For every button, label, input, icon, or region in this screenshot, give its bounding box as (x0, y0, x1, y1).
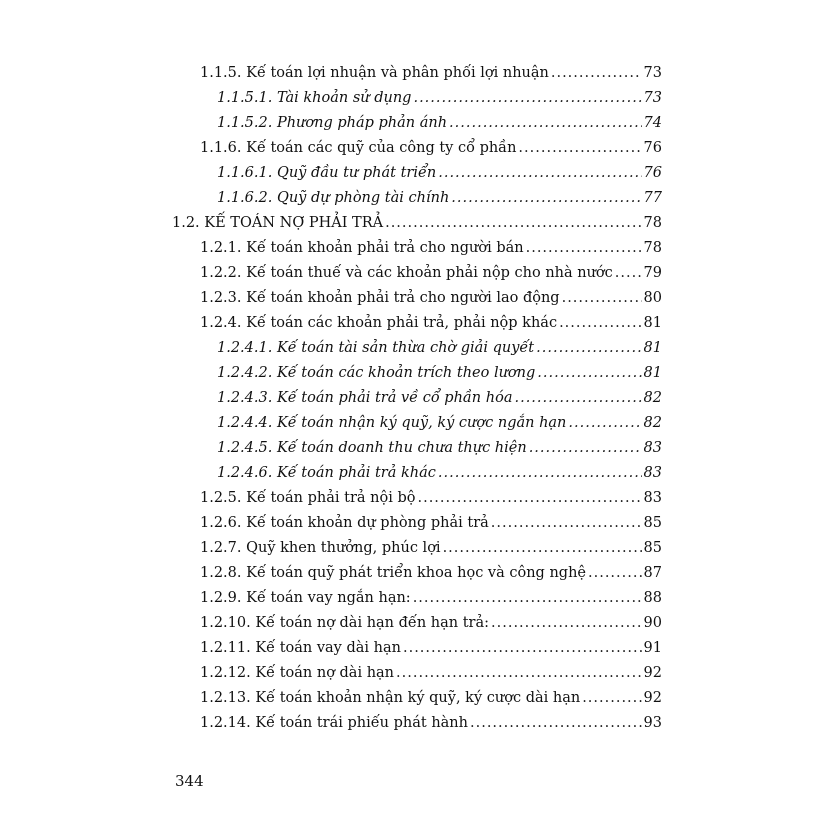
toc-entry (217, 185, 662, 207)
dot-leader (451, 189, 641, 207)
dot-leader (385, 214, 641, 232)
dot-leader (417, 489, 641, 507)
toc-entry-page: 77 (643, 190, 662, 206)
toc-entry (200, 135, 662, 157)
toc-entry-label: 1.2.4.2. Kế toán các khoản trích theo lương (217, 365, 536, 381)
toc-entry (217, 85, 662, 107)
dot-leader (470, 714, 642, 732)
dot-leader (438, 464, 642, 482)
toc-entry (172, 210, 662, 232)
toc-entry-page: 80 (643, 290, 662, 306)
toc-entry-label: 1.1.5.2. Phương pháp phản ánh (217, 115, 448, 131)
toc-entry-page: 79 (643, 265, 662, 281)
toc-entry-label: 1.2.2. Kế toán thuế và các khoản phải nộp cho nhà nước (200, 265, 613, 281)
toc-entry-page: 90 (643, 615, 662, 631)
dot-leader (562, 289, 642, 307)
toc-entry-page: 87 (643, 565, 662, 581)
dot-leader (551, 64, 642, 82)
toc-entry (200, 310, 662, 332)
toc-entry-page: 81 (643, 315, 662, 331)
toc-entry-page: 76 (643, 165, 662, 181)
toc-entry (200, 510, 662, 532)
dot-leader (536, 339, 641, 357)
toc-entry-page: 83 (643, 490, 662, 506)
toc-entry-page: 82 (643, 415, 662, 431)
toc-entry-page: 73 (643, 65, 662, 81)
toc-entry-label: 1.2.10. Kế toán nợ dài hạn đến hạn trả: (200, 615, 490, 631)
dot-leader (413, 89, 641, 107)
toc-entry-page: 85 (643, 515, 662, 531)
toc-entry (200, 235, 662, 257)
toc-entry-label: 1.2.4.1. Kế toán tài sản thừa chờ giải quyết (217, 340, 535, 356)
dot-leader (443, 539, 642, 557)
toc-entry-label: 1.2.4.6. Kế toán phải trả khác (217, 465, 436, 481)
dot-leader (529, 439, 642, 457)
toc-entry (200, 685, 662, 707)
toc-entry (217, 410, 662, 432)
toc-entry-page: 83 (643, 440, 662, 456)
toc-entry (200, 535, 662, 557)
dot-leader (518, 139, 641, 157)
toc-entry (200, 585, 662, 607)
toc-entry (217, 110, 662, 132)
dot-leader (537, 364, 641, 382)
toc-entry (200, 560, 662, 582)
toc-entry-label: 1.2.11. Kế toán vay dài hạn (200, 640, 401, 656)
toc-entry-page: 92 (643, 665, 662, 681)
toc-entry-label: 1.2.8. Kế toán quỹ phát triển khoa học và công nghệ (200, 565, 586, 581)
toc-entry-page: 85 (643, 540, 662, 556)
toc-entry-page: 76 (643, 140, 662, 156)
toc-entry-page: 78 (643, 215, 662, 231)
dot-leader (568, 414, 641, 432)
toc-entry-label: 1.2.12. Kế toán nợ dài hạn (200, 665, 395, 681)
toc-entry (217, 460, 662, 482)
toc-entry (217, 435, 662, 457)
toc-entry (200, 485, 662, 507)
dot-leader (491, 614, 642, 632)
toc-entry-label: 1.1.5.1. Tài khoản sử dụng (217, 90, 412, 106)
toc-entry-label: 1.2.14. Kế toán trái phiếu phát hành (200, 715, 468, 731)
toc-entry-page: 88 (643, 590, 662, 606)
toc-entry-page: 78 (643, 240, 662, 256)
toc-entry (200, 60, 662, 82)
dot-leader (449, 114, 642, 132)
toc-entry-label: 1.2.4. Kế toán các khoản phải trả, phải nộp khác (200, 315, 558, 331)
toc-entry-label: 1.2.4.4. Kế toán nhận ký quỹ, ký cược ngắn hạn (217, 415, 567, 431)
dot-leader (526, 239, 642, 257)
toc-entry-label: 1.2.1. Kế toán khoản phải trả cho người bán (200, 240, 524, 256)
dot-leader (413, 589, 642, 607)
dot-leader (588, 564, 642, 582)
dot-leader (403, 639, 642, 657)
toc-entry-label: 1.2.6. Kế toán khoản dự phòng phải trả (200, 515, 489, 531)
toc-entry-label: 1.1.6.1. Quỹ đầu tư phát triển (217, 165, 437, 181)
toc-entry-label: 1.2.4.3. Kế toán phải trả về cổ phần hóa (217, 390, 513, 406)
toc-entry (200, 260, 662, 282)
dot-leader (514, 389, 641, 407)
toc-entry (200, 285, 662, 307)
toc-entry-page: 82 (643, 390, 662, 406)
toc-entry-label: 1.1.6. Kế toán các quỹ của công ty cổ phần (200, 140, 517, 156)
toc-entry-page: 92 (643, 690, 662, 706)
toc-entry-page: 81 (643, 340, 662, 356)
toc-entry (200, 610, 662, 632)
toc-entry-label: 1.2. KẾ TOÁN NỢ PHẢI TRẢ (172, 215, 384, 231)
toc-entry-label: 1.2.4.5. Kế toán doanh thu chưa thực hiện (217, 440, 527, 456)
toc-entry-label: 1.2.13. Kế toán khoản nhận ký quỹ, ký cược dài hạn (200, 690, 581, 706)
toc-entry (217, 385, 662, 407)
dot-leader (491, 514, 642, 532)
toc-entry-page: 81 (643, 365, 662, 381)
toc-entry-page: 74 (643, 115, 662, 131)
toc-entry-label: 1.2.3. Kế toán khoản phải trả cho người lao động (200, 290, 560, 306)
page-number: 344 (175, 772, 204, 790)
toc-entry-page: 91 (643, 640, 662, 656)
toc-entry-label: 1.2.5. Kế toán phải trả nội bộ (200, 490, 416, 506)
dot-leader (396, 664, 642, 682)
dot-leader (615, 264, 642, 282)
toc-entry-label: 1.1.6.2. Quỹ dự phòng tài chính (217, 190, 450, 206)
toc-entry (200, 710, 662, 732)
toc-entry-page: 83 (643, 465, 662, 481)
toc-entry (217, 160, 662, 182)
dot-leader (559, 314, 641, 332)
toc-entry (217, 335, 662, 357)
toc-entry-page: 73 (643, 90, 662, 106)
toc-entry-label: 1.2.9. Kế toán vay ngắn hạn: (200, 590, 411, 606)
toc-entry (200, 635, 662, 657)
toc-entry (217, 360, 662, 382)
toc-entry-label: 1.1.5. Kế toán lợi nhuận và phân phối lợi nhuận (200, 65, 549, 81)
dot-leader (438, 164, 641, 182)
dot-leader (582, 689, 641, 707)
toc-entry (200, 660, 662, 682)
toc-entry-label: 1.2.7. Quỹ khen thưởng, phúc lợi (200, 540, 441, 556)
toc-entry-page: 93 (643, 715, 662, 731)
